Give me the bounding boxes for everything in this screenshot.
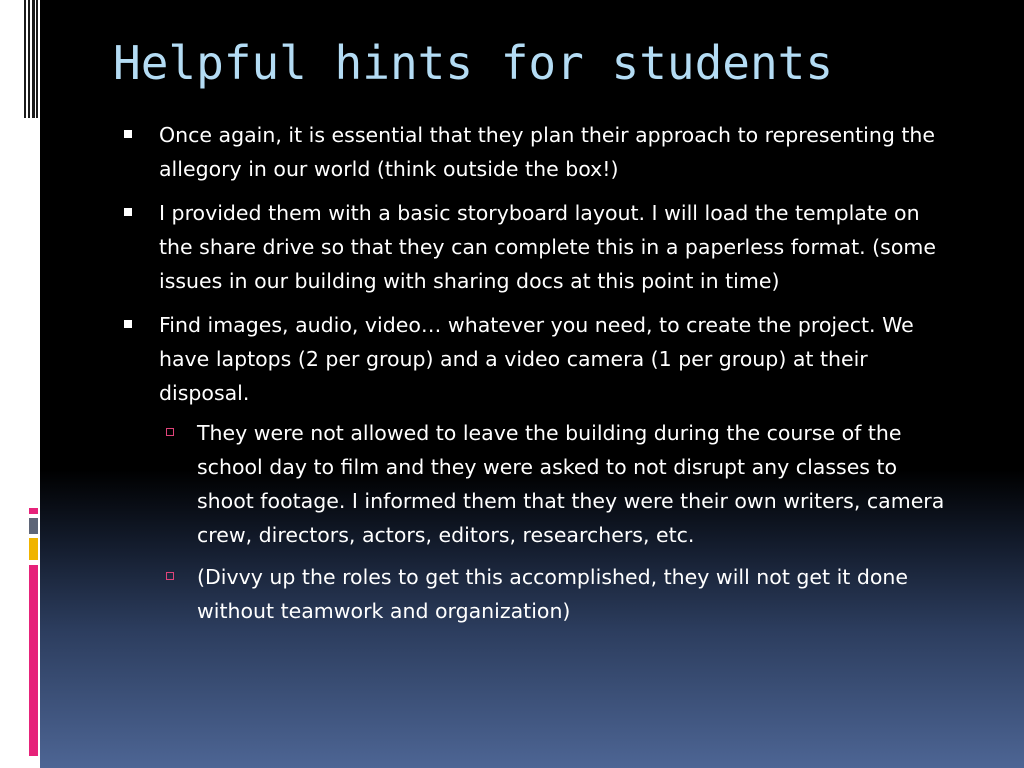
square-bullet-icon [124, 208, 132, 216]
slide-title: Helpful hints for students [113, 36, 834, 90]
accent-segment-gray [29, 518, 38, 534]
bullet-text: Find images, audio, video… whatever you need, to create the project. We have laptops (2 per group) and a video camera (1 per group) at their disposal. [159, 313, 914, 405]
accent-segment-pink [29, 508, 38, 514]
hollow-square-bullet-icon [166, 428, 174, 436]
accent-segment-pink-long [29, 565, 38, 756]
decorative-lines [24, 0, 38, 118]
hollow-square-bullet-icon [166, 572, 174, 580]
bullet-item [120, 196, 955, 298]
sub-bullet-text: (Divvy up the roles to get this accomplished, they will not get it done without teamwork and organization) [197, 565, 908, 623]
bullet-text: Once again, it is essential that they plan their approach to representing the allegory in our world (think outside the box!) [159, 123, 936, 181]
accent-segment-gold [29, 538, 38, 560]
bullet-item [120, 308, 955, 410]
square-bullet-icon [124, 130, 132, 138]
sub-bullet-item [120, 416, 955, 552]
decorative-color-strip [29, 508, 38, 756]
sub-bullet-item [120, 560, 955, 628]
square-bullet-icon [124, 320, 132, 328]
bullet-item [120, 118, 955, 186]
sub-bullet-text: They were not allowed to leave the building during the course of the school day to film and they were asked to not disrupt any classes to shoot footage. I informed them that they were their own writers, camera crew, directors, actors, editors, researchers, etc. [197, 421, 945, 547]
bullet-text: I provided them with a basic storyboard layout. I will load the template on the share drive so that they can complete this in a paperless format. (some issues in our building with sharing docs at this point in time) [159, 201, 936, 293]
slide-body [120, 118, 955, 636]
